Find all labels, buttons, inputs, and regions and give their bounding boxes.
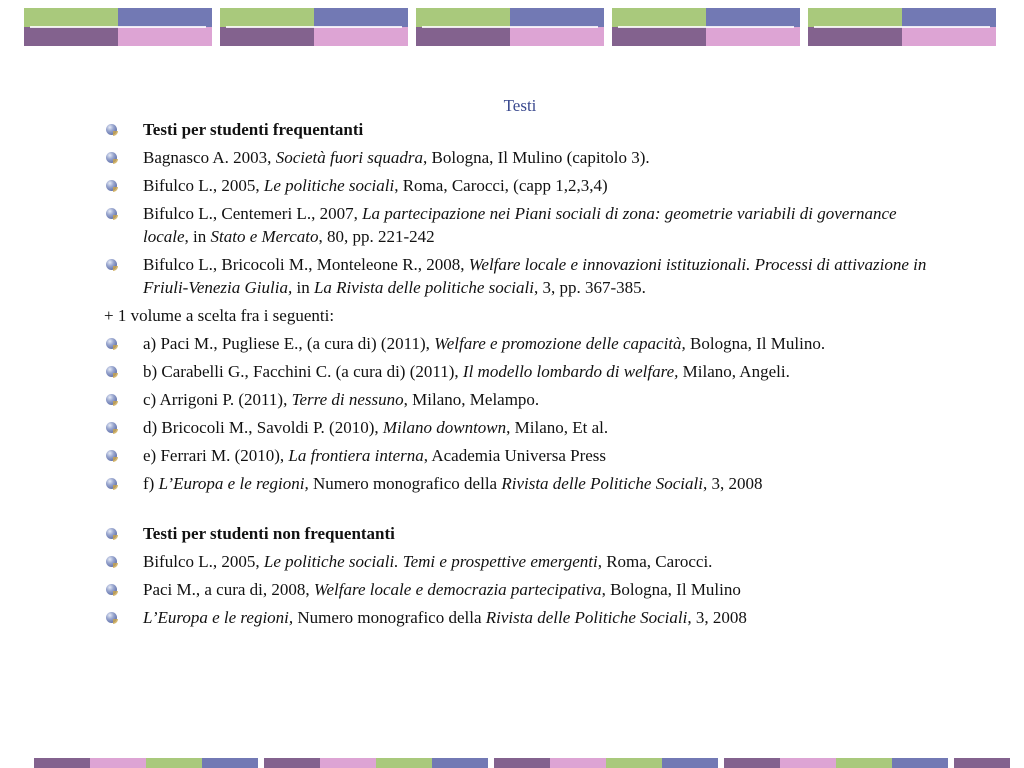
list-item bbox=[104, 146, 944, 169]
citation-text: in bbox=[292, 278, 314, 297]
citation-text: Bifulco L., 2005, bbox=[143, 552, 264, 571]
top-band-block bbox=[416, 8, 604, 46]
band-segment bbox=[606, 758, 662, 768]
band-segment bbox=[118, 8, 212, 27]
citation-title: Milano downtown bbox=[382, 418, 507, 437]
bullet-icon bbox=[106, 338, 117, 349]
band-segment bbox=[264, 758, 320, 768]
citation-title: L’Europa e le regioni, bbox=[158, 474, 309, 493]
citation-title: Welfare locale e innovazioni istituzionali. Processi di attivazione in Friuli-Venezia Giulia, bbox=[143, 255, 927, 297]
bullet-icon bbox=[106, 124, 117, 135]
citation-text: a) Paci M., Pugliese E., (a cura di) (2011), bbox=[143, 334, 435, 353]
band-divider-line bbox=[814, 26, 990, 28]
citation-text: Bifulco L., Centemeri L., 2007, bbox=[143, 204, 363, 223]
band-divider-line bbox=[422, 26, 598, 28]
band-segment bbox=[118, 27, 212, 46]
citation-text: , Academia Universa Press bbox=[423, 446, 607, 465]
list-item bbox=[104, 416, 944, 439]
citation-text: , 3, pp. 367-385. bbox=[533, 278, 646, 297]
band-segment bbox=[494, 758, 550, 768]
band-segment bbox=[780, 758, 836, 768]
bullet-icon bbox=[106, 422, 117, 433]
bullet-icon bbox=[106, 152, 117, 163]
top-band-block bbox=[220, 8, 408, 46]
band-segment bbox=[836, 758, 892, 768]
band-segment bbox=[416, 27, 510, 46]
band-segment bbox=[662, 758, 718, 768]
citation-text: , Bologna, Il Mulino (capitolo 3). bbox=[423, 148, 650, 167]
citation-title: Rivista delle Politiche Sociali bbox=[501, 474, 703, 493]
band-segment bbox=[510, 8, 604, 27]
citation-text: Milano, Angeli. bbox=[678, 362, 790, 381]
citation-text: , 3, 2008 bbox=[702, 474, 763, 493]
citation-text: , Roma, Carocci, (capp 1,2,3,4) bbox=[394, 176, 608, 195]
bottom-decorative-band bbox=[0, 758, 1024, 768]
citation-text: f) bbox=[143, 474, 159, 493]
band-segment bbox=[146, 758, 202, 768]
citation-text: , Milano, Et al. bbox=[506, 418, 609, 437]
citation-text: Bologna, Il Mulino. bbox=[685, 334, 826, 353]
band-segment bbox=[954, 758, 1010, 768]
list-item bbox=[104, 522, 944, 545]
list-item bbox=[104, 253, 944, 299]
band-segment bbox=[220, 8, 314, 27]
citation-title: Rivista delle Politiche Sociali bbox=[485, 608, 688, 627]
bullet-icon bbox=[106, 450, 117, 461]
section-heading: Testi per studenti non frequentanti bbox=[143, 524, 395, 543]
band-segment bbox=[706, 27, 800, 46]
citation-title: Stato e Mercato bbox=[210, 227, 319, 246]
band-segment bbox=[902, 27, 996, 46]
band-divider-line bbox=[30, 26, 206, 28]
band-segment bbox=[314, 27, 408, 46]
citation-title: Terre di nessuno bbox=[291, 390, 404, 409]
band-segment bbox=[612, 8, 706, 27]
citation-text: Numero monografico della bbox=[308, 474, 502, 493]
list-item bbox=[104, 174, 944, 197]
list-item bbox=[104, 202, 944, 248]
list-item bbox=[104, 550, 944, 573]
citation-text: , Milano, Melampo. bbox=[403, 390, 540, 409]
section-heading: Testi per studenti frequentanti bbox=[143, 120, 364, 139]
top-band-block bbox=[808, 8, 996, 46]
top-band-block bbox=[612, 8, 800, 46]
citation-text: e) Ferrari M. (2010), bbox=[143, 446, 289, 465]
citation-title: Welfare locale e democrazia partecipativa bbox=[313, 580, 602, 599]
citation-text: Paci M., a cura di, 2008, bbox=[143, 580, 314, 599]
list-item bbox=[104, 360, 944, 383]
bullet-icon bbox=[106, 584, 117, 595]
citation-text: , Bologna, Il Mulino bbox=[601, 580, 741, 599]
band-segment bbox=[376, 758, 432, 768]
citation-title: Il modello lombardo di welfare, bbox=[462, 362, 679, 381]
bullet-icon bbox=[106, 556, 117, 567]
band-segment bbox=[90, 758, 146, 768]
band-segment bbox=[416, 8, 510, 27]
bullet-icon bbox=[106, 528, 117, 539]
bullet-icon bbox=[106, 394, 117, 405]
citation-text: , Roma, Carocci. bbox=[597, 552, 713, 571]
band-segment bbox=[892, 758, 948, 768]
citation-text: Numero monografico della bbox=[293, 608, 486, 627]
band-segment bbox=[24, 8, 118, 27]
top-decorative-band bbox=[0, 0, 1024, 60]
band-segment bbox=[314, 8, 408, 27]
list-item bbox=[104, 332, 944, 355]
citation-text: Bifulco L., Bricocoli M., Monteleone R., 2008, bbox=[143, 255, 469, 274]
top-band-block bbox=[24, 8, 212, 46]
bibliography-list bbox=[104, 118, 944, 634]
citation-text: + 1 volume a scelta fra i seguenti: bbox=[104, 306, 335, 325]
citation-title: La Rivista delle politiche sociali bbox=[313, 278, 534, 297]
band-segment bbox=[808, 8, 902, 27]
citation-text: , 80, pp. 221-242 bbox=[318, 227, 435, 246]
citation-text: b) Carabelli G., Facchini C. (a cura di) (2011), bbox=[143, 362, 463, 381]
band-segment bbox=[706, 8, 800, 27]
list-item bbox=[104, 388, 944, 411]
band-segment bbox=[432, 758, 488, 768]
band-segment bbox=[24, 27, 118, 46]
band-divider-line bbox=[618, 26, 794, 28]
citation-title: Società fuori squadra bbox=[275, 148, 424, 167]
citation-text: Bagnasco A. 2003, bbox=[143, 148, 276, 167]
bullet-icon bbox=[106, 478, 117, 489]
band-segment bbox=[220, 27, 314, 46]
citation-text: d) Bricocoli M., Savoldi P. (2010), bbox=[143, 418, 383, 437]
list-item bbox=[104, 444, 944, 467]
bullet-icon bbox=[106, 612, 117, 623]
citation-title: Le politiche sociali. Temi e prospettive emergenti bbox=[263, 552, 598, 571]
band-segment bbox=[202, 758, 258, 768]
citation-title: La frontiera interna bbox=[288, 446, 424, 465]
list-note bbox=[104, 304, 944, 327]
band-segment bbox=[550, 758, 606, 768]
band-segment bbox=[34, 758, 90, 768]
list-item bbox=[104, 472, 944, 495]
bullet-icon bbox=[106, 208, 117, 219]
bullet-icon bbox=[106, 259, 117, 270]
citation-title: La partecipazione nei Piani sociali di zona: geometrie variabili di governance locale bbox=[143, 204, 897, 246]
citation-text: , in bbox=[184, 227, 211, 246]
band-divider-line bbox=[226, 26, 402, 28]
citation-text: c) Arrigoni P. (2011), bbox=[143, 390, 292, 409]
band-segment bbox=[808, 27, 902, 46]
band-segment bbox=[902, 8, 996, 27]
list-item bbox=[104, 606, 944, 629]
list-item bbox=[104, 118, 944, 141]
slide-title: Testi bbox=[503, 96, 537, 115]
bullet-icon bbox=[106, 366, 117, 377]
citation-text: Bifulco L., 2005, bbox=[143, 176, 264, 195]
list-item bbox=[104, 578, 944, 601]
citation-title: Le politiche sociali bbox=[263, 176, 395, 195]
citation-text: , 3, 2008 bbox=[687, 608, 747, 627]
citation-title: L’Europa e le regioni, bbox=[143, 608, 294, 627]
citation-title: Welfare e promozione delle capacità, bbox=[434, 334, 686, 353]
band-segment bbox=[724, 758, 780, 768]
bullet-icon bbox=[106, 180, 117, 191]
band-segment bbox=[510, 27, 604, 46]
list-spacer bbox=[104, 500, 944, 522]
band-segment bbox=[612, 27, 706, 46]
band-segment bbox=[320, 758, 376, 768]
